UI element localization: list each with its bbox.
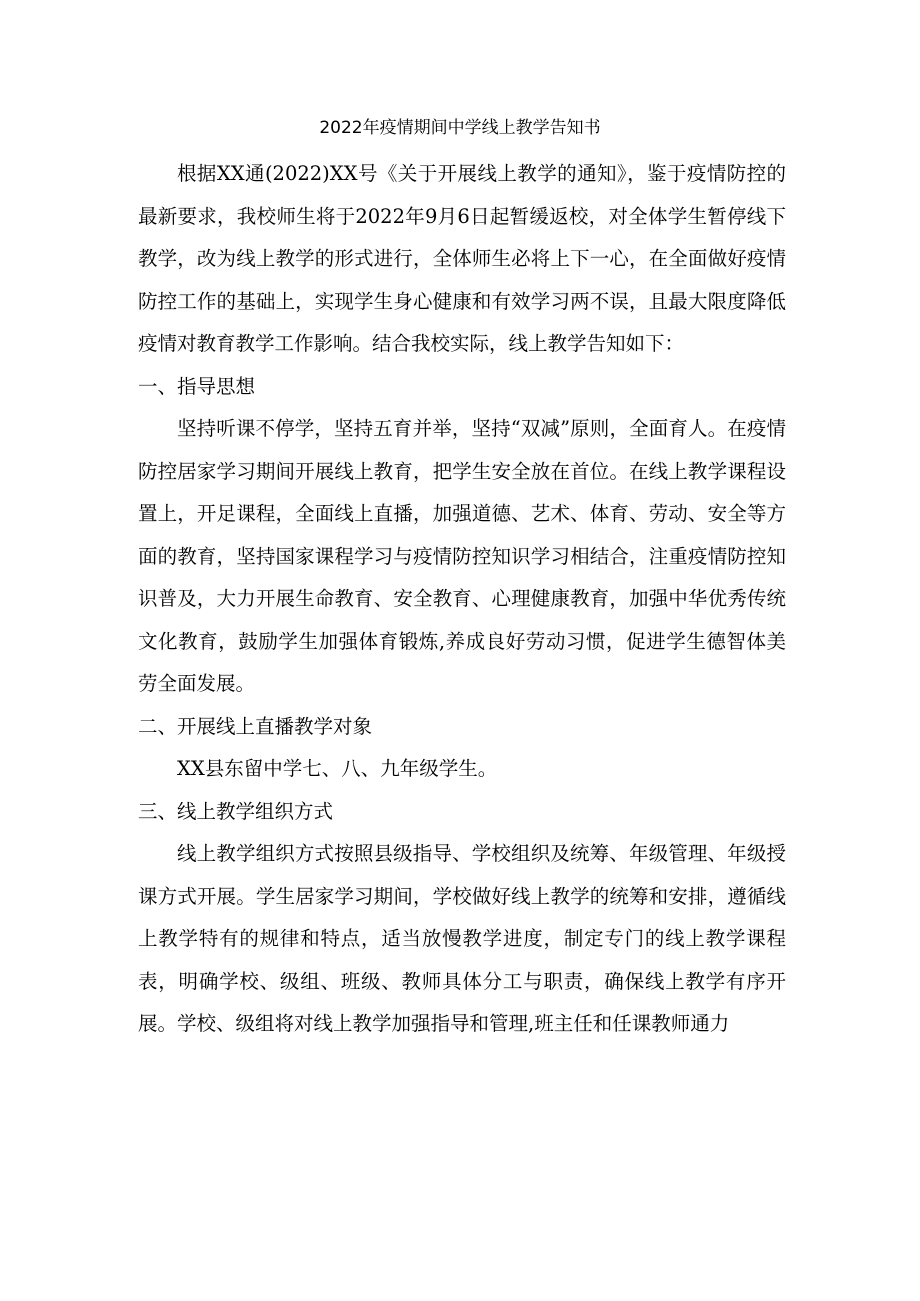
document-body — [138, 153, 786, 1046]
document-title: 2022年疫情期间中学线上教学告知书 — [319, 118, 601, 138]
intro-paragraph: 根据XX通(2022)XX号《关于开展线上教学的通知》，鉴于疫情防控的最新要求，我校师生将于2022年9月6日起暂缓返校，对全体学生暂停线下教学，改为线上教学的形式进行，全体师生必将上下一心，在全面做好疫情防控工作的基础上，实现学生身心健康和有效学习两不误，且最大限度降低疫情对教育教学工作影响。结合我校实际，线上教学告知如下： — [138, 162, 786, 355]
section-heading-organization-method: 三、线上教学组织方式 — [138, 799, 334, 823]
section-heading-teaching-target: 二、开展线上直播教学对象 — [138, 714, 373, 738]
section-paragraph-organization-method: 线上教学组织方式按照县级指导、学校组织及统筹、年级管理、年级授课方式开展。学生居家学习期间，学校做好线上教学的统筹和安排，遵循线上教学特有的规律和特点，适当放慢教学进度，制定专门的线上教学课程表，明确学校、级组、班级、教师具体分工与职责，确保线上教学有序开展。学校、级组将对线上教学加强指导和管理,班主任和任课教师通力 — [138, 842, 786, 1035]
section-paragraph-teaching-target: XX县东留中学七、八、九年级学生。 — [177, 757, 498, 780]
section-paragraph-guiding-ideology: 坚持听课不停学，坚持五育并举，坚持“双减”原则，全面育人。在疫情防控居家学习期间开展线上教育，把学生安全放在首位。在线上教学课程设置上，开足课程，全面线上直播，加强道德、艺术、体育、劳动、安全等方面的教育，坚持国家课程学习与疫情防控知识学习相结合，注重疫情防控知识普及，大力开展生命教育、安全教育、心理健康教育，加强中华优秀传统文化教育，鼓励学生加强体育锻炼,养成良好劳动习惯，促进学生德智体美劳全面发展。 — [138, 417, 786, 695]
section-heading-guiding-ideology: 一、指导思想 — [138, 374, 256, 398]
